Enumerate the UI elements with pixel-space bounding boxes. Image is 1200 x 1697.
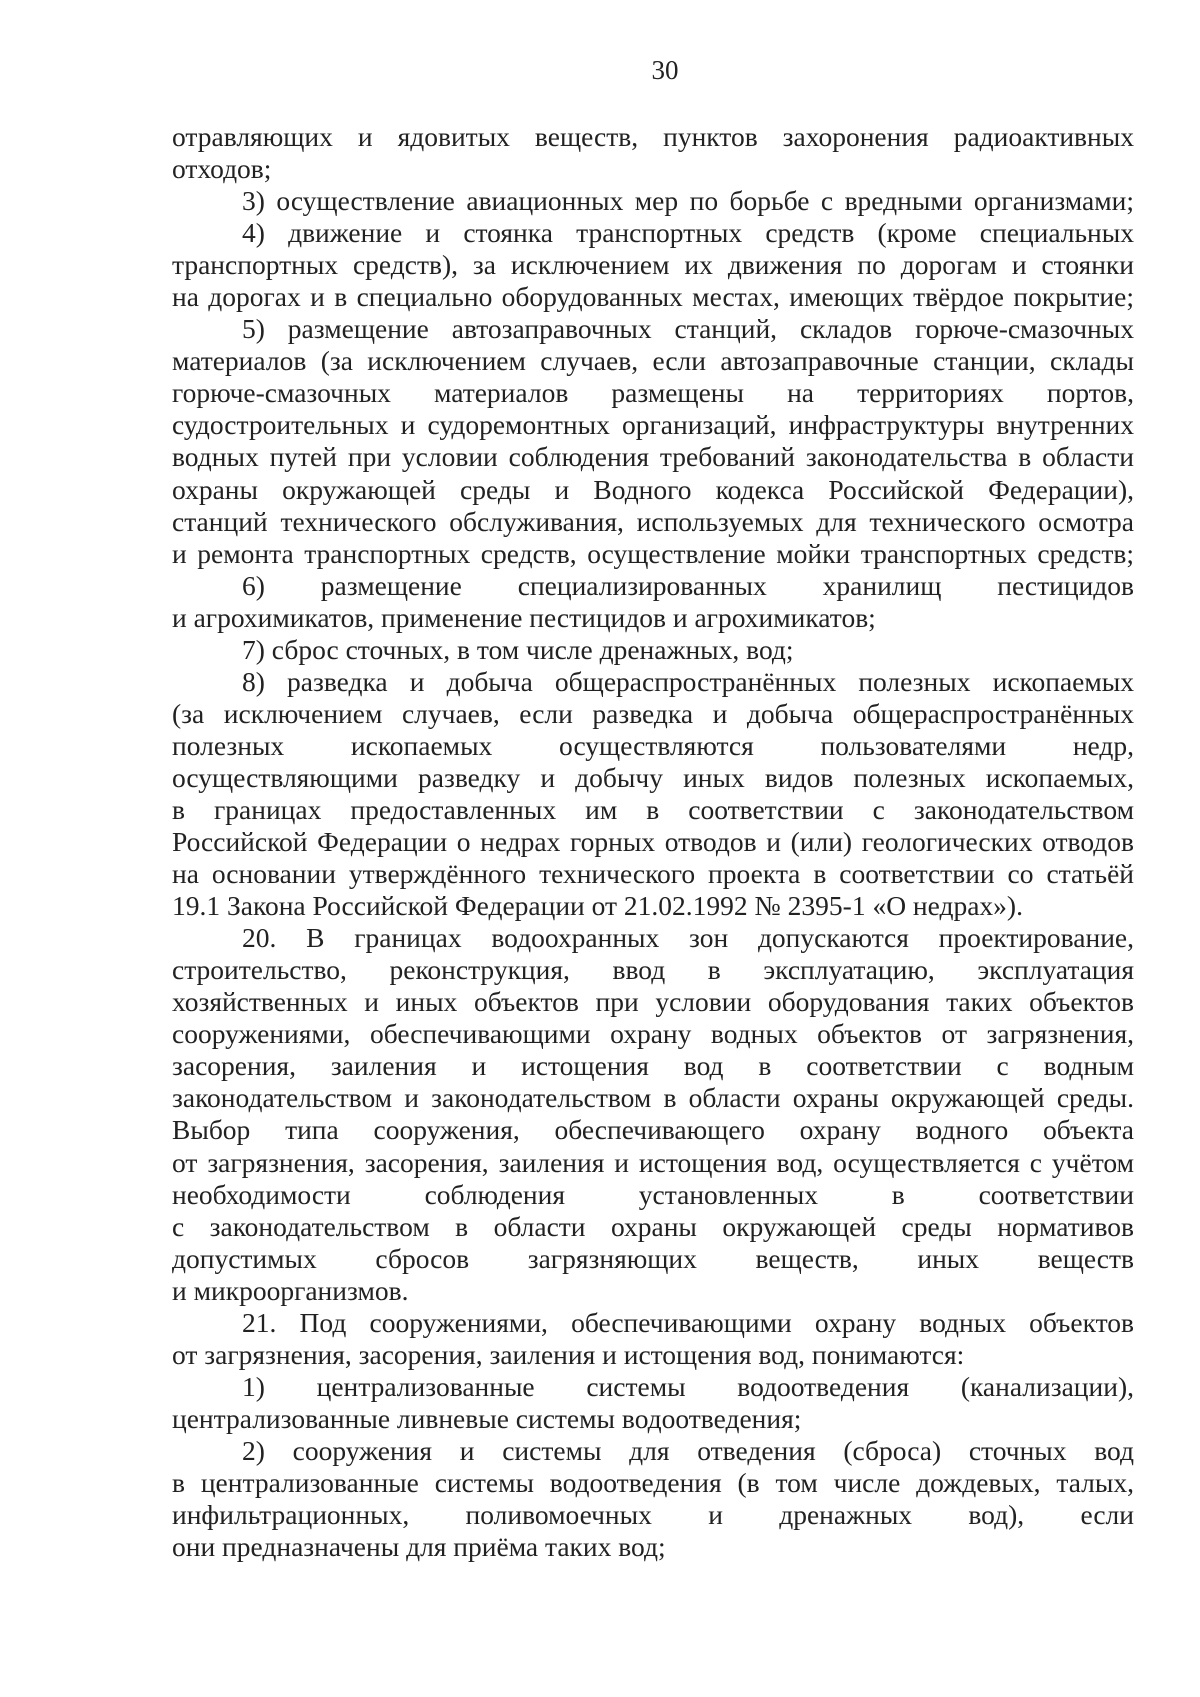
text-line: отходов; xyxy=(172,153,272,185)
text-line: осуществляющими разведку и добычу иных видов полезных ископаемых, xyxy=(172,761,1134,793)
text-line: засорения, заиления и истощения вод в соответствии с водным xyxy=(172,1050,1134,1082)
text-line: от загрязнения, засорения, заиления и истощения вод, понимаются: xyxy=(172,1338,965,1370)
text-line: и микроорганизмов. xyxy=(172,1274,409,1306)
text-line: 2) сооружения и системы для отведения (сброса) сточных вод xyxy=(242,1434,1134,1466)
text-line: водных путей при условии соблюдения требований законодательства в области xyxy=(172,441,1134,473)
text-line: централизованные ливневые системы водоотведения; xyxy=(172,1402,802,1434)
text-line: 1) централизованные системы водоотведения (канализации), xyxy=(242,1370,1134,1402)
text-line: законодательством и законодательством в области охраны окружающей среды. xyxy=(172,1082,1134,1114)
text-line: материалов (за исключением случаев, если автозаправочные станции, склады xyxy=(172,345,1134,377)
text-line: 19.1 Закона Российской Федерации от 21.02.1992 № 2395-1 «О недрах»). xyxy=(172,890,1023,922)
text-line: 8) разведка и добыча общераспространённых полезных ископаемых xyxy=(242,665,1134,697)
text-line: хозяйственных и иных объектов при условии оборудования таких объектов xyxy=(172,986,1134,1018)
text-line: от загрязнения, засорения, заиления и истощения вод, осуществляется с учётом xyxy=(172,1146,1134,1178)
text-line: и ремонта транспортных средств, осуществление мойки транспортных средств; xyxy=(172,537,1134,569)
text-line: горюче-смазочных материалов размещены на территориях портов, xyxy=(172,377,1134,409)
text-line: 21. Под сооружениями, обеспечивающими охрану водных объектов xyxy=(242,1306,1134,1338)
text-line: охраны окружающей среды и Водного кодекса Российской Федерации), xyxy=(172,473,1134,505)
text-line: сооружениями, обеспечивающими охрану водных объектов от загрязнения, xyxy=(172,1018,1134,1050)
document-body xyxy=(172,121,1134,1563)
text-line: отравляющих и ядовитых веществ, пунктов захоронения радиоактивных xyxy=(172,121,1134,152)
text-line: необходимости соблюдения установленных в соответствии xyxy=(172,1178,1134,1210)
text-line: станций технического обслуживания, используемых для технического осмотра xyxy=(172,505,1134,537)
text-line: 7) сброс сточных, в том числе дренажных, вод; xyxy=(242,633,794,665)
text-line: 6) размещение специализированных хранилищ пестицидов xyxy=(242,569,1134,601)
text-line: с законодательством в области охраны окружающей среды нормативов xyxy=(172,1210,1134,1242)
text-line: допустимых сбросов загрязняющих веществ, иных веществ xyxy=(172,1242,1134,1274)
text-line: инфильтрационных, поливомоечных и дренажных вод), если xyxy=(172,1499,1134,1531)
text-line: (за исключением случаев, если разведка и добыча общераспространённых xyxy=(172,697,1134,729)
text-line: 5) размещение автозаправочных станций, складов горюче-смазочных xyxy=(242,313,1134,345)
text-line: в централизованные системы водоотведения (в том числе дождевых, талых, xyxy=(172,1466,1134,1498)
text-line: строительство, реконструкция, ввод в эксплуатацию, эксплуатация xyxy=(172,954,1134,986)
text-line: полезных ископаемых осуществляются пользователями недр, xyxy=(172,729,1134,761)
text-line: на основании утверждённого технического проекта в соответствии со статьёй xyxy=(172,858,1134,890)
text-line: они предназначены для приёма таких вод; xyxy=(172,1531,666,1563)
text-line: 20. В границах водоохранных зон допускаются проектирование, xyxy=(242,922,1134,954)
text-line: и агрохимикатов, применение пестицидов и агрохимикатов; xyxy=(172,601,876,633)
text-line: транспортных средств), за исключением их движения по дорогам и стоянки xyxy=(172,249,1134,281)
text-line: на дорогах и в специально оборудованных местах, имеющих твёрдое покрытие; xyxy=(172,281,1134,313)
text-line: 4) движение и стоянка транспортных средств (кроме специальных xyxy=(242,217,1134,249)
text-line: в границах предоставленных им в соответствии с законодательством xyxy=(172,793,1134,825)
text-line: Российской Федерации о недрах горных отводов и (или) геологических отводов xyxy=(172,826,1134,858)
text-line: Выбор типа сооружения, обеспечивающего охрану водного объекта xyxy=(172,1114,1134,1146)
page-number: 30 xyxy=(651,55,679,85)
text-line: 3) осуществление авиационных мер по борьбе с вредными организмами; xyxy=(242,185,1134,217)
text-line: судостроительных и судоремонтных организаций, инфраструктуры внутренних xyxy=(172,409,1134,441)
